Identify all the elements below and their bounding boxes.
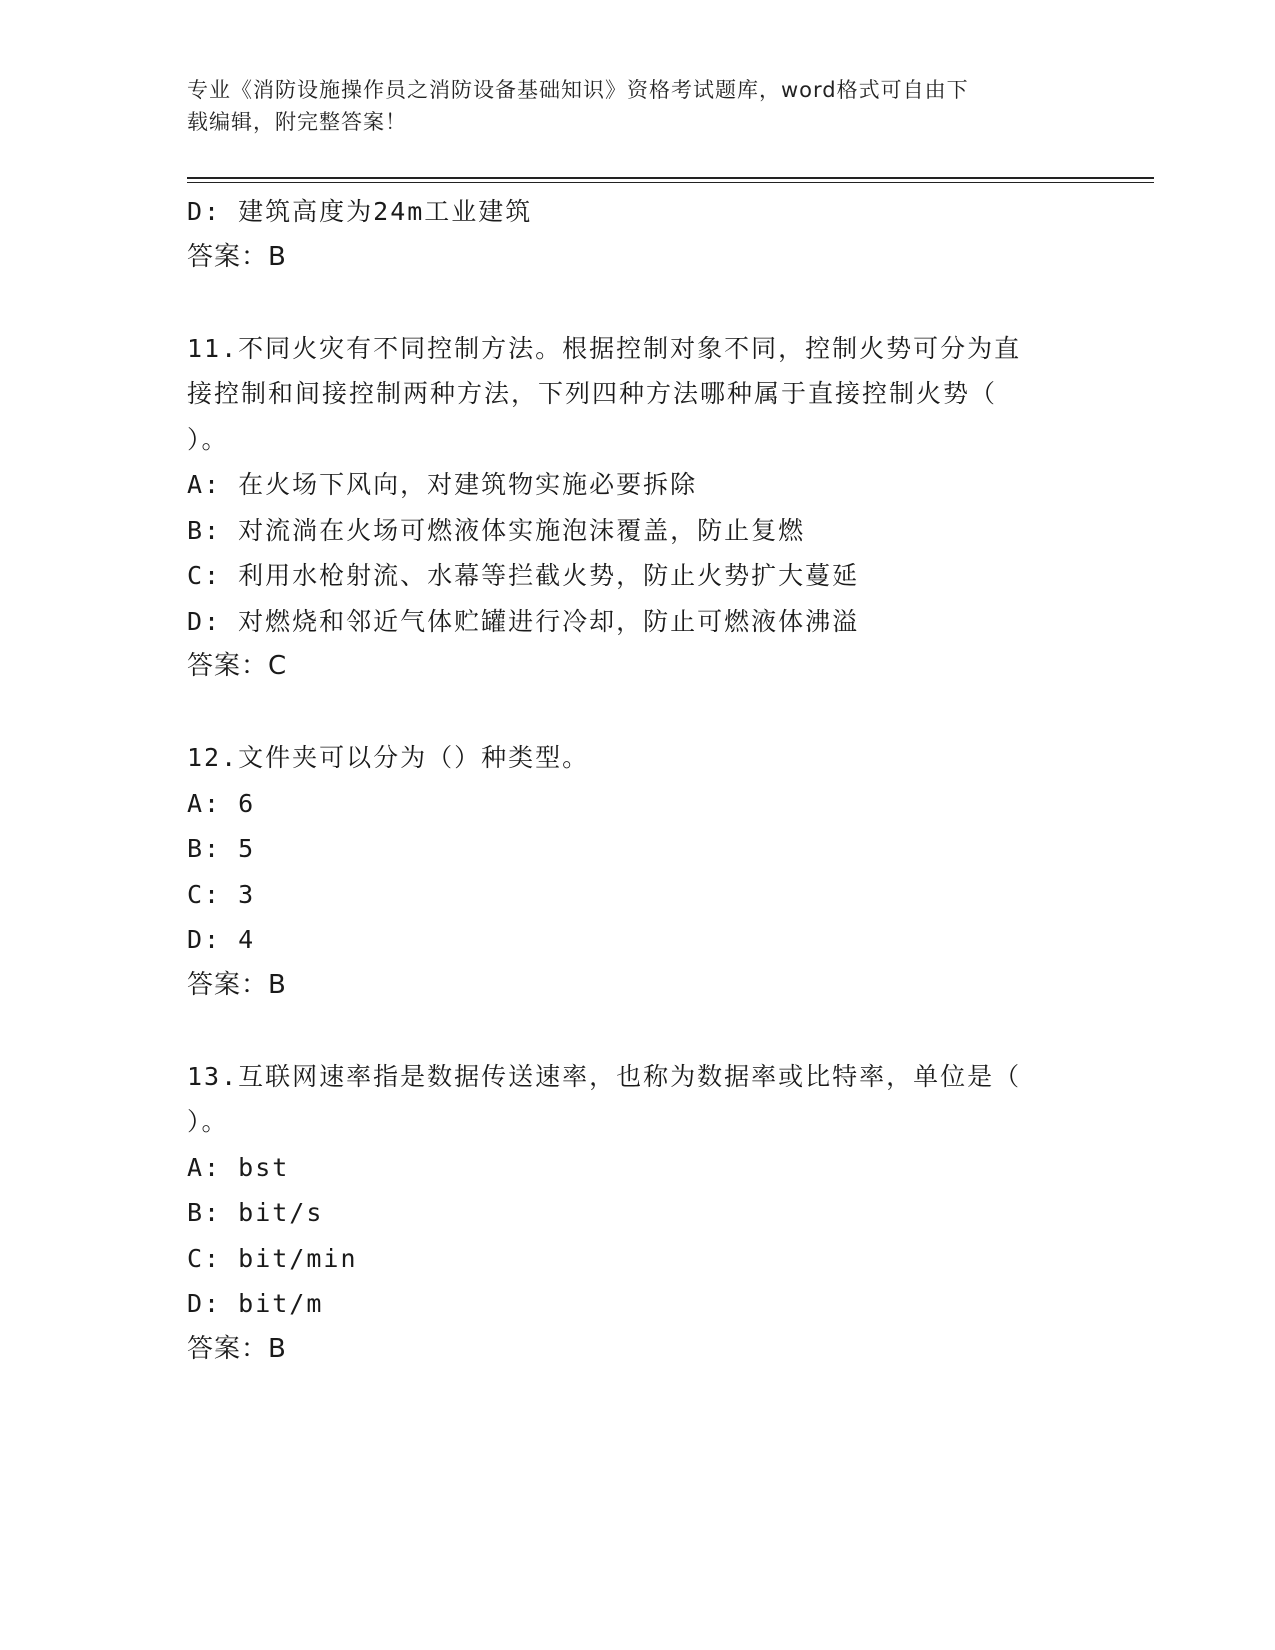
answer: 答案：B [187, 1333, 287, 1364]
option-b: B: bit/s [187, 1198, 324, 1227]
option-a: A: bst [187, 1152, 290, 1182]
spacer [187, 1008, 1087, 1054]
question-stem: 接控制和间接控制两种方法，下列四种方法哪种属于直接控制火势（ [187, 379, 998, 408]
question-12 [187, 735, 1087, 1008]
option-c: C: bit/min [187, 1243, 358, 1273]
answer: 答案：B [187, 241, 287, 272]
question-11 [187, 326, 1087, 690]
document-header [187, 74, 1067, 138]
spacer [187, 690, 1087, 736]
question-stem: 13.互联网速率指是数据传送速率，也称为数据率或比特率，单位是（ [187, 1061, 1022, 1091]
question-stem: 11.不同火灾有不同控制方法。根据控制对象不同，控制火势可分为直 [187, 333, 1022, 363]
header-line-1: 专业《消防设施操作员之消防设备基础知识》资格考试题库，word格式可自由下 [187, 78, 969, 102]
question-content [187, 189, 1087, 1372]
question-stem: 12.文件夹可以分为（）种类型。 [187, 743, 590, 772]
option-a: A: 6 [187, 788, 256, 818]
question-stem: ）。 [187, 424, 229, 454]
header-rule-thin [187, 182, 1154, 183]
option-d: D: 对燃烧和邻近气体贮罐进行冷却，防止可燃液体沸溢 [187, 606, 860, 636]
header-rule-thick [187, 177, 1154, 179]
answer: 答案：C [187, 651, 288, 681]
question-10-tail [187, 189, 1087, 280]
option-b: B: 对流淌在火场可燃液体实施泡沫覆盖，防止复燃 [187, 515, 806, 545]
question-13 [187, 1054, 1087, 1373]
option-b: B: 5 [187, 834, 256, 863]
question-stem: ）。 [187, 1107, 229, 1136]
answer: 答案：B [187, 969, 287, 1000]
spacer [187, 280, 1087, 326]
option-a: A: 在火场下风向，对建筑物实施必要拆除 [187, 470, 698, 499]
option-d: D: 4 [187, 925, 256, 954]
option-d: D: 建筑高度为24m工业建筑 [187, 197, 533, 226]
option-c: C: 3 [187, 879, 256, 909]
option-c: C: 利用水枪射流、水幕等拦截火势，防止火势扩大蔓延 [187, 561, 860, 590]
option-d: D: bit/m [187, 1289, 324, 1318]
header-line-2: 载编辑，附完整答案！ [187, 110, 407, 134]
